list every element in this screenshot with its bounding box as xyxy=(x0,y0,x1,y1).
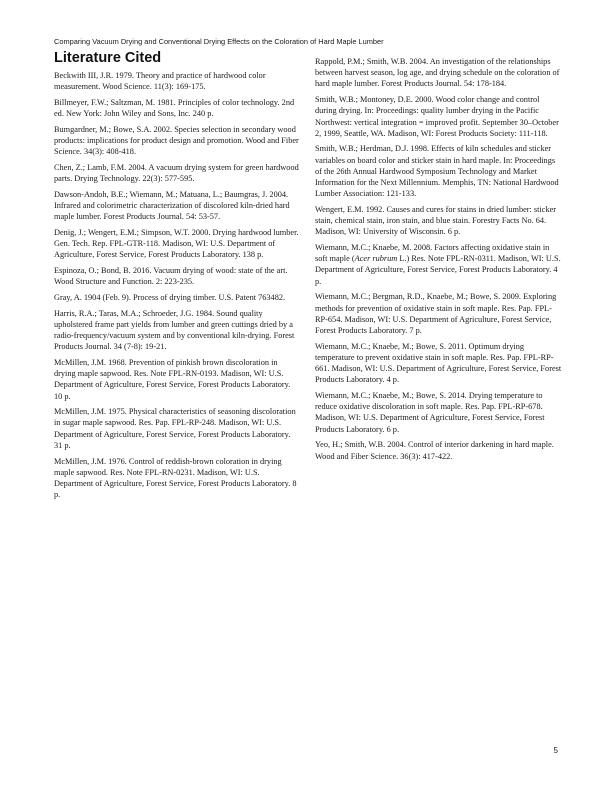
page-number: 5 xyxy=(553,746,558,755)
reference-entry: McMillen, J.M. 1968. Prevention of pinkish brown discoloration in drying maple sapwood. Res. Note FPL-RN-0193. Madison, WI: U.S. Department of Agriculture, Forest Service, Forest Products Laboratory. 10 p. xyxy=(54,357,291,401)
reference-text: Rappold, P.M.; Smith, W.B. 2004. An investigation of the relationships between harvest season, log age, and drying schedule on the coloration of hard maple lumber. Forest Products Journal. 54: 178-184. xyxy=(315,57,560,89)
reference-entry: Denig, J.; Wengert, E.M.; Simpson, W.T. 2000. Drying hardwood lumber. Gen. Tech. Rep. FPL-GTR-118. Madison, WI: U.S. Department of Agriculture, Forest Service, Forest Products Laboratory. 138 p. xyxy=(54,227,299,260)
reference-entry: Chen, Z.; Lamb, F.M. 2004. A vacuum drying system for green hardwood parts. Drying Technology. 22(3): 577-595. xyxy=(54,162,299,184)
reference-entry xyxy=(315,291,563,336)
reference-entry: Billmeyer, F.W.; Saltzman, M. 1981. Principles of color technology. 2nd ed. New York: John Wiley and Sons, Inc. 240 p. xyxy=(54,97,295,119)
reference-entry: McMillen, J.M. 1975. Physical characteristics of seasoning discoloration in sugar maple sapwood. Res. Pap. FPL-RP-248. Madison, WI: U.S. Department of Agriculture, Forest Service, Forest Products Laboratory. 31 p. xyxy=(54,407,296,450)
reference-entry xyxy=(315,143,563,199)
reference-text: Wengert, E.M. 1992. Causes and cures for stains in dried lumber: sticker stain, chemical stain, iron stain, and blue stain. Forestry Facts No. 64. Madison, WI: University of Wisconsin. 6 p. xyxy=(315,204,557,237)
reference-entry xyxy=(315,439,563,461)
references-left-column xyxy=(54,50,299,505)
reference-entry: Harris, R.A.; Taras, M.A.; Schroeder, J.G. 1984. Sound quality upholstered frame part yields from lumber and green cuttings dried by a radio-frequency/vacuum system and by conventional kiln-drying. Forest Products Journal. 34 (7-8): 19-21. xyxy=(54,308,295,352)
reference-text: Wiemann, M.C.; Knaebe, M.; Bowe, S. 2011. Optimum drying temperature to prevent oxidative stain in soft maple. Res. Pap. FPL-RP-661. Madison, WI: U.S. Department of Agriculture, Forest Service, Forest Products Laboratory. 4 p. xyxy=(315,341,562,385)
reference-text: Smith, W.B.; Montoney, D.E. 2000. Wood color change and control during drying. In: Proceedings: quality lumber drying in the Pacific Northwest: vertical integration = improved profit. September 30–October 2, 1999, Seattle, WA. Madison, WI: Forest Products Society: 111-118. xyxy=(315,95,559,138)
reference-entry xyxy=(315,390,563,435)
reference-text: L.) Res. Note FPL-RN-0311. Madison, WI: U.S. Department of Agriculture, Forest Service, Forest Products Laboratory. 4 p. xyxy=(315,254,561,286)
reference-entry: Dawson-Andoh, B.E.; Wiemann, M.; Matuana, L.; Baumgras, J. 2004. Infrared and colorimetric characterization of discolored kiln-dried hard maple lumber. Forest Products Journal. 54: 53-57. xyxy=(54,189,290,222)
reference-entry: Espinoza, O.; Bond, B. 2016. Vacuum drying of wood: state of the art. Wood Structure and Function. 2: 223-235. xyxy=(54,266,288,287)
reference-list-left xyxy=(54,70,299,500)
reference-entry xyxy=(315,56,563,90)
reference-entry: Beckwith III, J.R. 1979. Theory and practice of hardwood color measurement. Wood Science. 11(3): 169-175. xyxy=(54,71,266,92)
reference-text: Yeo, H.; Smith, W.B. 2004. Control of interior darkening in hard maple. Wood and Fiber Science. 36(3): 417-422. xyxy=(315,440,554,461)
reference-text: Wiemann, M.C.; Knaebe, M. 2008. Factors affecting oxidative stain in soft maple ( xyxy=(315,243,550,264)
running-header: Comparing Vacuum Drying and Conventional Drying Effects on the Coloration of Hard Maple Lumber xyxy=(54,37,384,46)
reference-entry xyxy=(315,341,563,386)
reference-text: Wiemann, M.C.; Knaebe, M.; Bowe, S. 2014. Drying temperature to reduce oxidative discoloration in soft maple. Res. Pap. FPL-RP-678. Madison, WI: U.S. Department of Agriculture, Forest Service, Forest Products Laboratory. 6 p. xyxy=(315,390,545,434)
reference-entry xyxy=(315,204,563,238)
reference-entry xyxy=(315,94,563,139)
reference-entry xyxy=(315,242,563,287)
species-name: Acer rubrum xyxy=(354,254,398,264)
reference-entry: Gray, A. 1904 (Feb. 9). Process of drying timber. U.S. Patent 763482. xyxy=(54,292,286,302)
references-right-column xyxy=(315,56,563,466)
reference-entry: Bumgardner, M.; Bowe, S.A. 2002. Species selection in secondary wood products: implications for product design and promotion. Wood and Fiber Science. 34(3): 408-418. xyxy=(54,124,299,157)
reference-text: Wiemann, M.C.; Bergman, R.D., Knaebe, M.; Bowe, S. 2009. Exploring methods for prevention of oxidative stain in soft maple. Res. Pap. FPL-RP-654. Madison, WI: U.S. Department of Agriculture, Forest Service, Forest Products Laboratory. 7 p. xyxy=(315,292,557,335)
reference-list-right xyxy=(315,56,563,462)
section-title: Literature Cited xyxy=(54,50,162,66)
reference-text: Smith, W.B.; Herdman, D.J. 1998. Effects of kiln schedules and sticker variables on board color and sticker stain in hard maple. In: Proceedings of the 26th Annual Hardwood Symposium Technology and Market Information for the Next Millennium. Memphis, TN: National Hardwood Lumber Association: 121-133. xyxy=(315,144,559,199)
reference-entry: McMillen, J.M. 1976. Control of reddish-brown coloration in drying maple sapwood. Res. Note FPL-RN-0231. Madison, WI: U.S. Department of Agriculture, Forest Service, Forest Products Laboratory. 8 p. xyxy=(54,456,297,500)
